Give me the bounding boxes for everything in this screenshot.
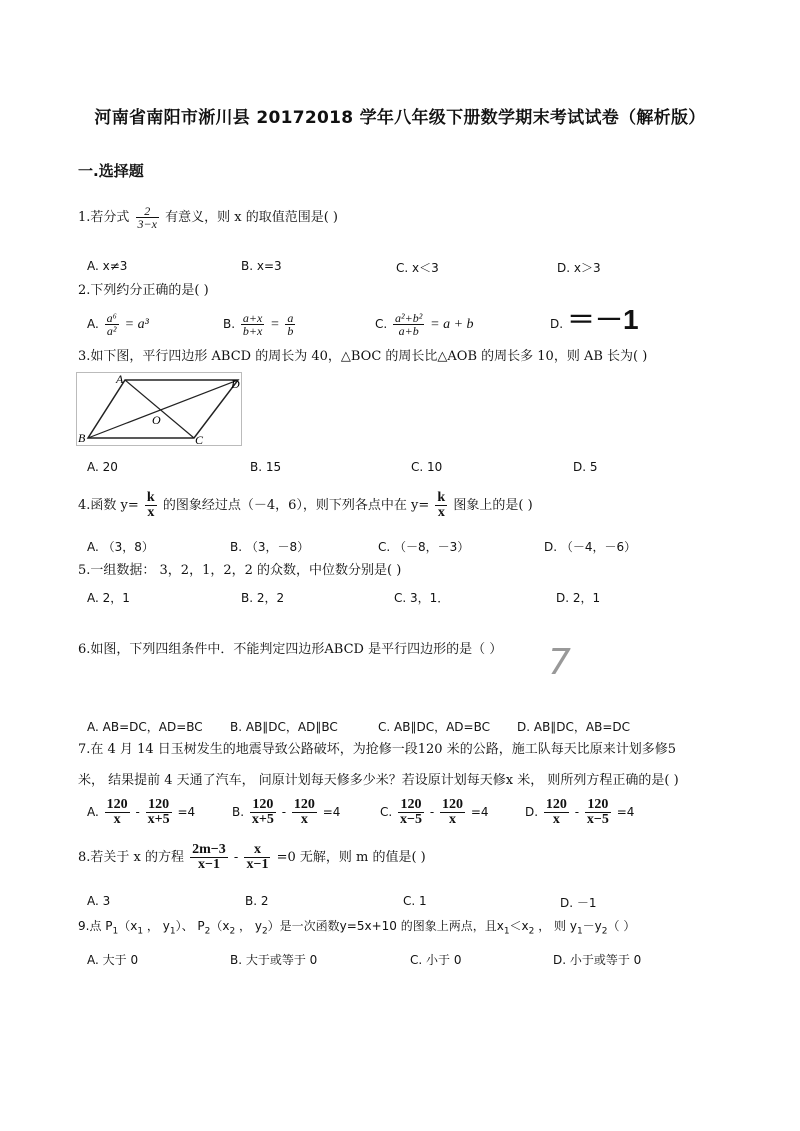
q5-option-d: D. 2，1 [556,591,601,605]
q7-c-eq: =4 [470,805,489,819]
q7-option-a [87,798,195,827]
q2-b-rhs-num: a [287,311,294,325]
q7-d-eq: =4 [616,805,635,819]
q7-c-f1: $\frac{120}{x-5}$ [400,797,423,827]
q2-b-fraction [241,312,264,337]
q8-suffix: =0 无解，则 m 的值是( ) [276,850,426,865]
q2-c-den: a+b [393,324,424,337]
q4-f1-num: k [146,490,155,505]
q4-f2-den: x [435,505,447,520]
question-6: 6.如图，下列四组条件中．不能判定四边形ABCD 是平行四边形的是（ ） [78,642,503,657]
q2-a-num: a⁶ [106,311,117,325]
q4-option-d: D. （－4，－6） [544,540,637,554]
q5-option-c: C. 3，1． [394,591,450,605]
q7-label-b: B. [232,805,245,819]
q2-a-den: a² [105,324,119,337]
parallelogram-figure [76,372,242,446]
vertex-a-label: A [116,372,124,386]
q7-d-minus: - [574,805,580,819]
q4-option-b: B. （3，－8） [230,540,310,554]
q8-option-c: C. 1 [403,894,427,908]
q7-a-eq: =4 [177,805,196,819]
q1-fraction [136,205,159,230]
q2-a-rhs: = a³ [124,317,149,332]
q6-option-b: B. AB∥DC，AD∥BC [230,720,338,734]
q8-f2-den: x−1 [246,857,269,872]
q7-option-b [232,798,340,827]
q1-option-c: C. x＜3 [396,261,439,275]
question-5: 5.一组数据： 3，2，1，2，2 的众数，中位数分别是( ) [78,563,402,578]
q8-f2-num: x [253,842,261,857]
q4-option-c: C. （－8，－3） [378,540,470,554]
q8-minus: - [233,850,239,865]
center-o-label: O [152,413,161,427]
q2-option-d [550,317,563,331]
q2-option-b: B. $\frac{a+x}{b+x}$ = $\frac{a}{b}$ [223,311,294,338]
question-4 [78,491,533,520]
q7-c-minus: - [429,805,435,819]
q2-c-num: a²+b² [395,311,423,325]
q1-option-a: A. x≠3 [87,259,128,273]
q1-suffix: 有意义，则 x 的取值范围是( ) [165,210,338,225]
q7-b-minus: - [281,805,287,819]
q1-frac-den: 3−x [137,217,157,231]
q4-prefix: 4.函数 y= [78,498,139,513]
q7-d-f2: $\frac{120}{x-5}$ [586,797,609,827]
q9-option-b: B. 大于或等于 0 [230,953,318,967]
question-7-line-1: 7.在 4 月 14 日玉树发生的地震导致公路破坏，为抢修一段120 米的公路，施工队每天比原来计划多修5 [78,742,676,757]
q2-d-expression: ＝－1 [567,304,639,335]
vertex-c-label: C [195,433,204,446]
q2-b-rhs-fraction [285,312,295,337]
q2-c-fraction [393,312,424,337]
q1-option-d: D. x＞3 [557,261,601,275]
q7-label-d: D. [525,805,539,819]
q7-label-a: A. [87,805,99,819]
q8-f1-num: 2m−3 [192,842,226,857]
section-heading: 一.选择题 [78,162,144,180]
q2-b-num: a+x [242,311,263,325]
q8-fraction-2 [244,843,270,872]
q2-label-b: B. [223,317,236,331]
q6-option-c: C. AB∥DC，AD=BC [378,720,490,734]
q8-prefix: 8.若关于 x 的方程 [78,850,184,865]
q6-option-a: A. AB=DC，AD=BC [87,720,203,734]
q2-option-a [87,312,149,337]
q7-b-eq: =4 [322,805,341,819]
q1-prefix: 1.若分式 [78,210,130,225]
q7-label-c: C. [380,805,393,819]
q3-option-d: D. 5 [573,460,598,474]
question-3: 3.如下图，平行四边形 ABCD 的周长为 40，△BOC 的周长比△AOB 的周长多 10，则 AB 长为( ) [78,349,648,364]
q4-suffix: 图象上的是( ) [453,498,533,513]
q5-option-b: B. 2，2 [241,591,285,605]
q4-option-a: A. （3，8） [87,540,154,554]
document-title: 河南省南阳市淅川县 20172018 学年八年级下册数学期末考试试卷（解析版） [94,108,706,128]
q7-a-f2: $\frac{120}{x+5}$ [147,797,170,827]
q7-option-c [380,798,489,827]
q4-fraction-2 [435,491,447,520]
q9-option-c: C. 小于 0 [410,953,462,967]
q4-f2-num: k [437,490,446,505]
q3-option-c: C. 10 [411,460,443,474]
q7-option-d [525,798,634,827]
q7-a-f1: $\frac{120}{x}$ [106,797,128,827]
q2-a-fraction [105,312,119,337]
q2-b-den: b+x [242,324,263,338]
q8-f1-den: x−1 [190,857,228,872]
question-1 [78,205,338,230]
q2-c-rhs: = a + b [430,317,474,332]
q8-option-d: D. －1 [560,896,597,910]
q9-option-a: A. 大于 0 [87,953,139,967]
question-2: 2.下列约分正确的是( ) [78,283,209,298]
q4-mid: 的图象经过点（－4，6），则下列各点中在 y= [162,498,430,513]
stray-seven-mark: 7 [548,642,571,683]
q9-option-d: D. 小于或等于 0 [553,953,642,967]
q8-option-a: A. 3 [87,894,111,908]
q5-option-a: A. 2，1 [87,591,130,605]
q7-b-f1: $\frac{120}{x+5}$ [251,797,274,827]
q7-a-minus: - [135,805,140,819]
q2-label-a: A. [87,317,99,331]
vertex-b-label: B [78,431,86,445]
q7-c-f2: $\frac{120}{x}$ [442,797,464,827]
q6-option-d: D. AB∥DC，AB=DC [517,720,631,734]
q4-fraction-1 [145,491,157,520]
q8-fraction-1 [190,843,228,872]
q3-option-a: A. 20 [87,460,118,474]
q1-option-b: B. x=3 [241,259,282,273]
q2-b-rhs-den: b [287,324,294,338]
question-7-line-2: 米， 结果提前 4 天通了汽车， 问原计划每天修多少米？若设原计划每天修x 米， 则所列方程正确的是( ) [78,773,679,788]
question-9: 9.点 $P_1(x_1$ ， $y_1$）、 $P_2(x_2$ ， $y_2$）是一次函数y=5x+10 的图象上两点，且$x_1<x_2$ ， 则 $y_1-y_2$（ ） [78,919,636,937]
q7-b-f2: $\frac{120}{x}$ [293,797,315,827]
q2-label-c: C. [375,317,388,331]
question-8 [78,843,426,872]
q1-frac-num: 2 [144,204,151,218]
q2-option-c [375,312,474,337]
q4-f1-den: x [145,505,157,520]
q7-d-f1: $\frac{120}{x}$ [545,797,567,827]
q3-option-b: B. 15 [250,460,282,474]
q2-label-d: D. [550,317,564,331]
q8-option-b: B. 2 [245,894,269,908]
vertex-d-label: D [231,377,240,391]
